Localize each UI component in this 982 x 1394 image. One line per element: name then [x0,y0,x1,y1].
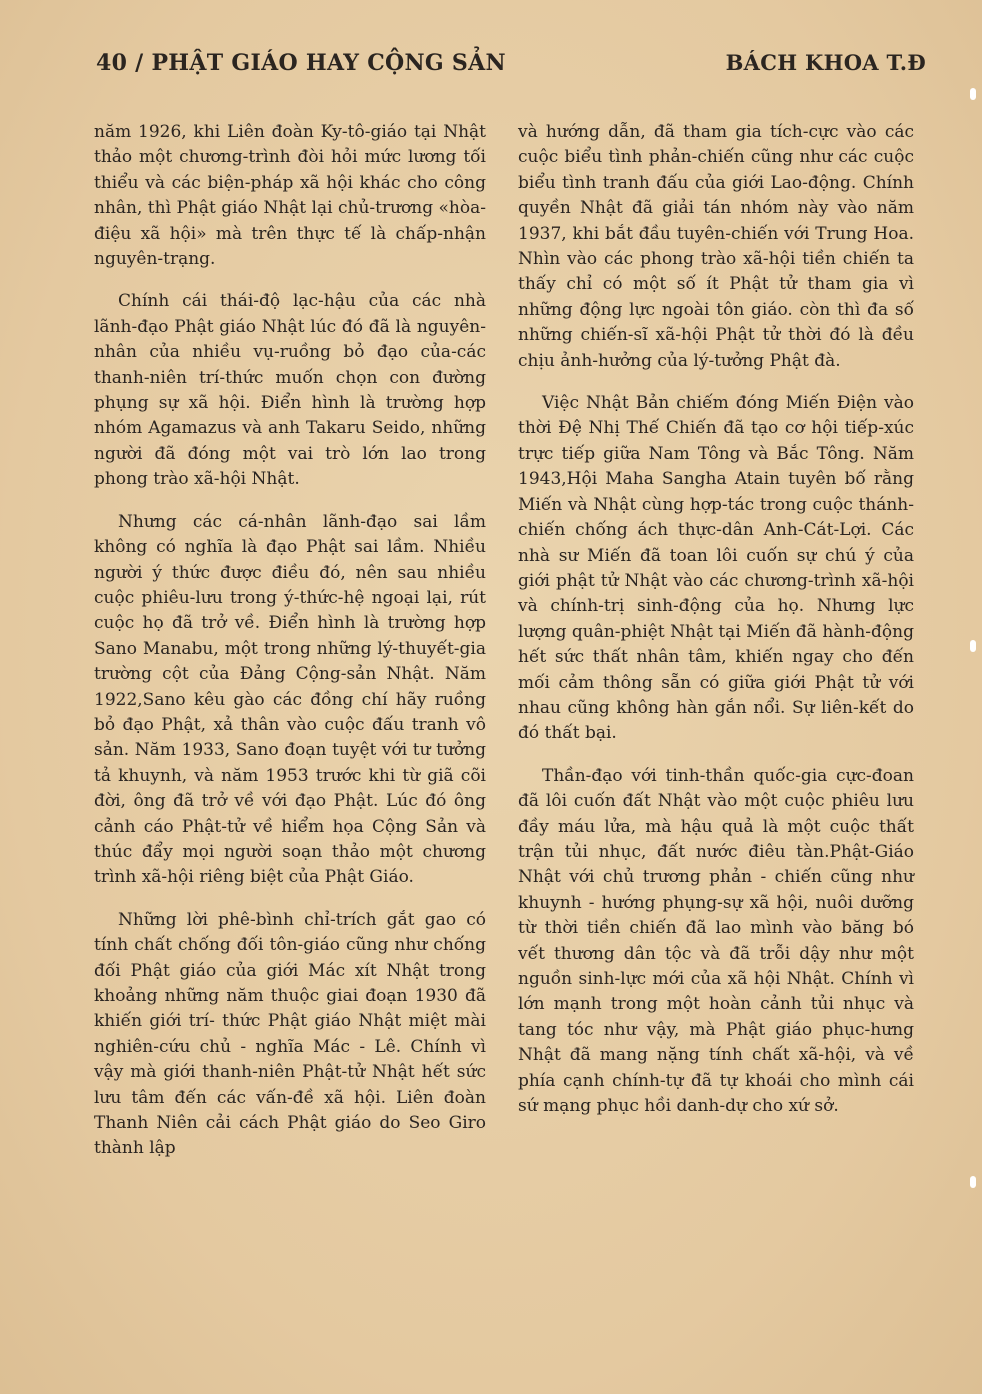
paragraph: năm 1926, khi Liên đoàn Ky-tô-giáo tại Nhật thảo một chương-trình đòi hỏi mức lương tối thiểu và các biện-pháp xã hội khác cho công nhân, thì Phật giáo Nhật lại chủ-trương «hòa-điệu xã hội» mà trên thực tế là chấp-nhận nguyên-trạng. [94,122,486,270]
paragraph: và hướng dẫn, đã tham gia tích-cực vào các cuộc biểu tình phản-chiến cũng như các cuộc biểu tình tranh đấu của giới Lao-động. Chính quyền Nhật đã giải tán nhóm này vào năm 1937, khi bắt đầu tuyên-chiến với Trung Hoa. Nhìn vào các phong trào xã-hội tiền chiến ta thấy chỉ có một số ít Phật tử tham gia vì những động lực ngoài tôn giáo. còn thì đa số những chiến-sĩ xã-hội Phật tử thời đó là đều chịu ảnh-hưởng của lý-tưởng Phật đà. [518,122,914,371]
header-publication: BÁCH KHOA T.Đ [725,50,926,75]
binding-hole [970,640,976,652]
left-column [94,120,486,1179]
paragraph: Chính cái thái-độ lạc-hậu của các nhà lãnh-đạo Phật giáo Nhật lúc đó đã là nguyên-nhân của nhiều vụ-ruồng bỏ đạo của-các thanh-niên trí-thức muốn chọn con đường phụng sự xã hội. Điển hình là trường hợp nhóm Agamazus và anh Takaru Seido, những người đã đóng một vai trò lớn lao trong phong trào xã-hội Nhật. [94,291,486,490]
header-page-title: 40 / PHẬT GIÁO HAY CỘNG SẢN [96,50,506,76]
paragraph: Thần-đạo với tinh-thần quốc-gia cực-đoan đã lôi cuốn đất Nhật vào một cuộc phiêu lưu đầy máu lửa, mà hậu quả là một cuộc thất trận tủi nhục, đất nước điêu tàn.Phật-Giáo Nhật với chủ trương phản - chiến cũng như khuynh - hướng phụng-sự xã hội, nuôi dưỡng từ thời tiền chiến đã lao mình vào băng bó vết thương dân tộc và đã trỗi dậy như một nguồn sinh-lực mới của xã hội Nhật. Chính vì lớn mạnh trong một hoàn cảnh tủi nhục và tang tóc như vậy, mà Phật giáo phục-hưng Nhật đã mang nặng tính chất xã-hội, và về phía cạnh chính-tự đã tự khoái cho mình cái sứ mạng phục hồi danh-dự cho xứ sở. [518,765,914,1117]
running-header [96,50,926,84]
binding-hole [970,1176,976,1188]
binding-hole [970,88,976,100]
right-column [518,120,914,1136]
paragraph: Nhưng các cá-nhân lãnh-đạo sai lầm không có nghĩa là đạo Phật sai lầm. Nhiều người ý thức được điều đó, nên sau nhiều cuộc phiêu-lưu trong ý-thức-hệ ngoại lại, rút cuộc họ đã trở về. Điển hình là trường hợp Sano Manabu, một trong những lý-thuyết-gia trường cột của Đảng Cộng-sản Nhật. Năm 1922,Sano kêu gào các đồng chí hãy ruồng bỏ đạo Phật, xả thân vào cuộc đấu tranh vô sản. Năm 1933, Sano đoạn tuyệt với tư tưởng tả khuynh, và năm 1953 trước khi từ giã cõi đời, ông đã trở về với đạo Phật. Lúc đó ông cảnh cáo Phật-tử về hiểm họa Cộng Sản và thúc đẩy mọi người soạn thảo một chương trình xã-hội riêng biệt của Phật Giáo. [94,511,486,888]
paragraph: Việc Nhật Bản chiếm đóng Miến Điện vào thời Đệ Nhị Thế Chiến đã tạo cơ hội tiếp-xúc trực tiếp giữa Nam Tông và Bắc Tông. Năm 1943,Hội Maha Sangha Atain tuyên bố rằng Miến và Nhật cùng hợp-tác trong cuộc thánh-chiến chống ách thực-dân Anh-Cát-Lợi. Các nhà sư Miến đã toan lôi cuốn sự chú ý của giới phật tử Nhật vào các chương-trình xã-hội và chính-trị sinh-động của họ. Nhưng lực lượng quân-phiệt Nhật tại Miến đã hành-động hết sức thất nhân tâm, khiến ngay cho đến mối cảm thông sẵn có giữa giới Phật tử với nhau cũng không hàn gắn nổi. Sự liên-kết do đó thất bại. [518,393,914,744]
paragraph: Những lời phê-bình chỉ-trích gắt gao có tính chất chống đối tôn-giáo cũng như chống đối Phật giáo của giới Mác xít Nhật trong khoảng những năm thuộc giai đoạn 1930 đã khiến giới trí- thức Phật giáo Nhật miệt mài nghiên-cứu chủ - nghĩa Mác - Lê. Chính vì vậy mà giới thanh-niên Phật-tử Nhật hết sức lưu tâm đến các vấn-đề xã hội. Liên đoàn Thanh Niên cải cách Phật giáo do Seo Giro thành lập [94,909,486,1159]
